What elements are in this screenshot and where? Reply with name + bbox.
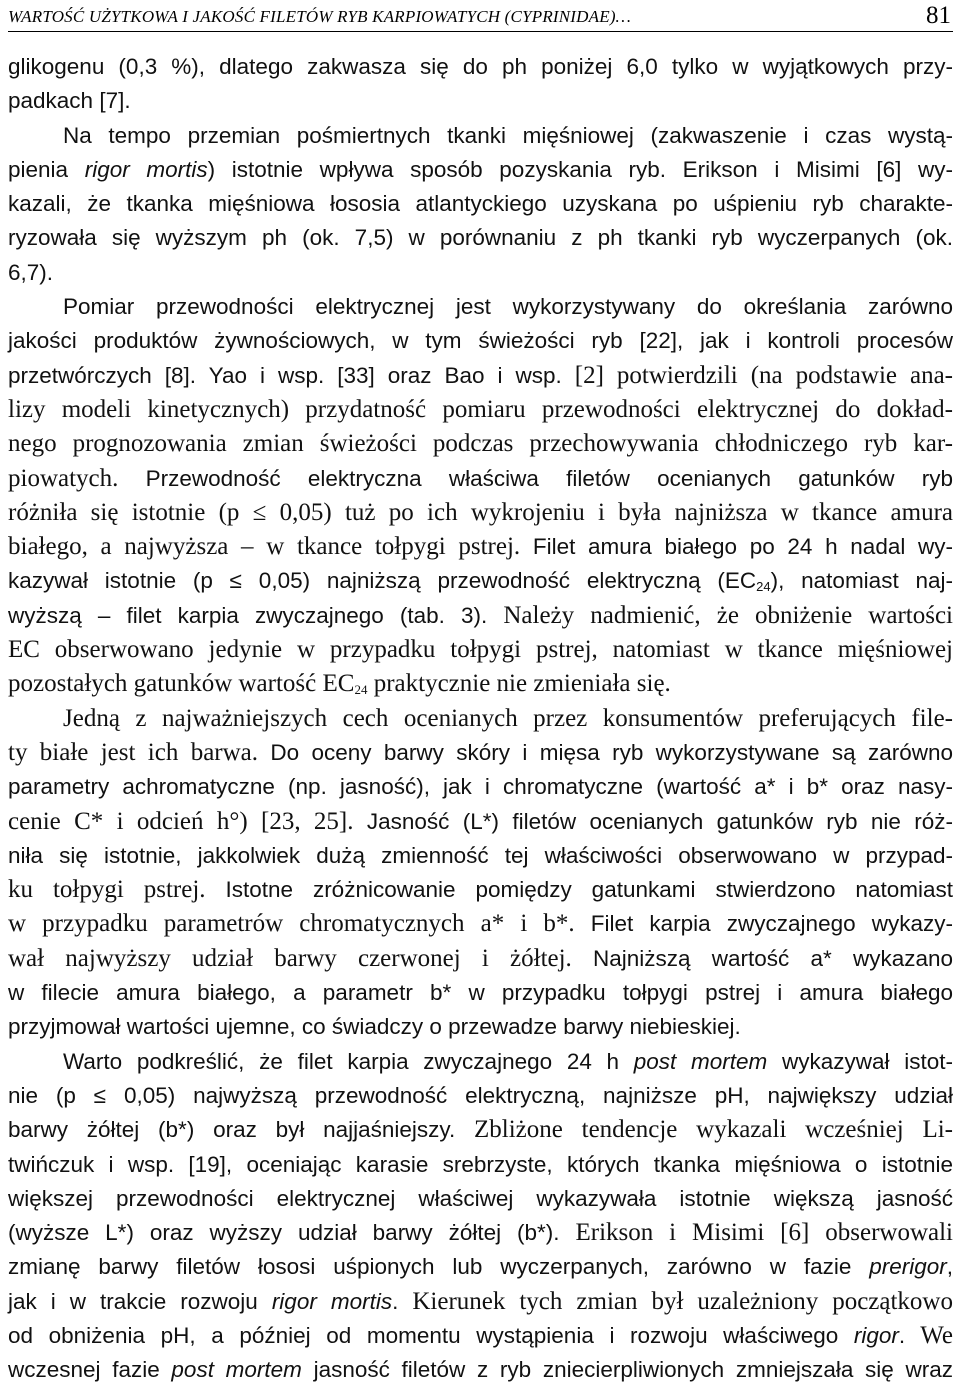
serif-span: Erikson i Misimi [6] obserwowali (559, 1219, 954, 1247)
text-span: Jasność (L*) filetów ocenianych gatunków ryb nie róż- (353, 808, 953, 834)
text-span: ) istotnie wpływa sposób pozyskania ryb. Erikson i Misimi [6] wy- (207, 156, 953, 182)
text-line (8, 805, 953, 839)
text-span: jakości produktów żywnościowych, w tym świeżości ryb [22], jak i kontroli procesów (8, 328, 953, 354)
text-span: Filet amura białego po 24 h nadal wy- (520, 534, 954, 560)
text-line (8, 1285, 953, 1319)
text-line (8, 221, 953, 255)
text-line (8, 1010, 953, 1044)
serif-span: Zbliżone tendencje wykazali wcześniej Li- (455, 1116, 954, 1144)
text-line (8, 633, 953, 667)
text-span: nie (p ≤ 0,05) najwyższą przewodność elektryczną, najniższe pH, największy udział (8, 1082, 953, 1108)
text-line (8, 873, 953, 907)
serif-span: [2] potwierdzili (na podstawie ana- (561, 361, 953, 389)
text-line (8, 153, 953, 187)
text-span: ), natomiast naj- (770, 568, 954, 594)
text-span: kazali, że tkanka mięśniowa łososia atlantyckiego uzyskana po uśpieniu ryb charakte- (8, 191, 953, 217)
text-span: Filet karpia zwyczajnego wykazy- (574, 911, 953, 937)
text-line (8, 1182, 953, 1216)
text-line (8, 496, 953, 530)
serif-span: białego, a najwyższa – w tkance tołpygi pstrej. (8, 533, 521, 561)
text-span: wyższą – filet karpia zwyczajnego (tab. 3). (8, 602, 488, 628)
text-span: pozostałych gatunków wartość EC (8, 670, 355, 698)
serif-span: piowatych. (8, 464, 119, 492)
text-line (8, 84, 953, 118)
serif-span: We (905, 1321, 953, 1349)
text-line (8, 1319, 953, 1353)
text-line (8, 50, 953, 84)
text-span: Najniższą wartość a* wykazano (571, 945, 953, 971)
page-number: 81 (926, 2, 951, 29)
text-span: zmianę barwy filetów łososi uśpionych lub wyczerpanych, zarówno w fazie (8, 1254, 870, 1280)
text-span: barwy żółtej (b*) oraz był najjaśniejszy. (8, 1117, 456, 1143)
text-span: praktycznie nie zmieniała się. (367, 670, 671, 698)
italic-term: prerigor (869, 1254, 947, 1280)
text-span: , (946, 1254, 953, 1280)
text-span: przyjmował wartości ujemne, co świadczy o przewadze barwy niebieskiej. (8, 1014, 741, 1040)
text-span: niła się istotnie, jakkolwiek dużą zmienność tej właściwości obserwowano w przypad- (8, 842, 953, 868)
serif-span: wał najwyższy udział barwy czerwonej i żółtej. (8, 944, 572, 972)
serif-span: w przypadku parametrów chromatycznych a* i b*. (8, 910, 575, 938)
text-line (8, 942, 953, 976)
italic-term: post mortem (171, 1357, 302, 1383)
running-header (8, 3, 953, 32)
italic-term: rigor mortis (84, 156, 208, 182)
text-span: kazywał istotnie (p ≤ 0,05) najniższą przewodność elektryczną (EC (8, 568, 757, 594)
text-span: lizy modeli kinetycznych) przydatność pomiaru przewodności elektrycznej do dokład- (8, 395, 953, 423)
text-line (8, 324, 953, 358)
text-line (8, 427, 953, 461)
italic-term: rigor (853, 1322, 899, 1348)
text-line (8, 907, 953, 941)
text-line (8, 599, 953, 633)
paragraph-start-line (8, 702, 953, 736)
text-line (8, 770, 953, 804)
text-span: (wyższe L*) oraz wyższy udział barwy żółtej (b*). (8, 1220, 560, 1246)
text-line (8, 462, 953, 496)
body-text (8, 50, 953, 1388)
text-line (8, 359, 953, 393)
italic-term: post mortem (633, 1048, 768, 1074)
running-title: WARTOŚĆ UŻYTKOWA I JAKOŚĆ FILETÓW RYB KARPIOWATYCH (CYPRINIDAE)… (8, 7, 631, 26)
paragraph-start-line (8, 119, 953, 153)
paragraph-start-line (8, 1045, 953, 1079)
text-span: wykazywał istot- (767, 1048, 953, 1074)
text-span: glikogenu (0,3 %), dlatego zakwasza się do ph poniżej 6,0 tylko w wyjątkowych przy- (8, 54, 953, 79)
text-line (8, 736, 953, 770)
text-span: jak i w trakcie rozwoju (8, 1288, 272, 1314)
text-span: . (392, 1288, 399, 1314)
text-span: parametry achromatyczne (np. jasność), jak i chromatyczne (wartość a* i b* oraz nasy- (8, 774, 953, 800)
text-line (8, 976, 953, 1010)
text-span: w filecie amura białego, a parametr b* w przypadku tołpygi pstrej i amura białego (8, 980, 953, 1006)
text-span: ryzowała się wyższym ph (ok. 7,5) w porównaniu z ph tkanki ryb wyczerpanych (ok. (8, 225, 953, 251)
serif-span: Należy nadmienić, że obniżenie wartości (487, 601, 953, 629)
text-span: od obniżenia pH, a później od momentu wystąpienia i rozwoju właściwego (8, 1322, 854, 1348)
text-span: nego prognozowania zmian świeżości podczas przechowywania chłodniczego ryb kar- (8, 430, 953, 458)
text-span: różniła się istotnie (p ≤ 0,05) tuż po ich wykrojeniu i była najniższa w tkance amura (8, 498, 953, 526)
text-line (8, 393, 953, 427)
text-span: Pomiar przewodności elektrycznej jest wykorzystywany do określania zarówno (63, 294, 953, 320)
serif-span: Kierunek tych zmian był uzależniony początkowo (398, 1287, 953, 1315)
text-span: Przewodność elektryczna właściwa filetów ocenianych gatunków ryb (118, 465, 953, 491)
text-span: większej przewodności elektrycznej właściwej wykazywała istotnie większą jasność (8, 1185, 953, 1211)
text-span: twińczuk i wsp. [19], oceniając karasie srebrzyste, których tkanka mięśniowa o istotnie (8, 1151, 953, 1177)
text-span: Na tempo przemian pośmiertnych tkanki mięśniowej (zakwaszenie i czas wystą- (63, 122, 953, 148)
text-line (8, 1216, 953, 1250)
text-line (8, 839, 953, 873)
serif-span: cenie C* i odcień h°) [23, 25]. (8, 807, 354, 835)
text-line (8, 1250, 953, 1284)
text-line (8, 1113, 953, 1147)
text-line (8, 530, 953, 564)
text-span: pienia (8, 156, 85, 182)
text-span: . (898, 1322, 906, 1348)
text-span: Do oceny barwy skóry i mięsa ryb wykorzystywane są zarówno (258, 739, 953, 765)
text-span: przetwórczych [8]. Yao i wsp. [33] oraz Bao i wsp. (8, 362, 562, 388)
text-span: Istotne zróżnicowanie pomiędzy gatunkami stwierdzono natomiast (205, 877, 953, 903)
article-page (8, 0, 953, 1388)
text-span: padkach [7]. (8, 88, 131, 114)
text-line (8, 1079, 953, 1113)
text-line (8, 1353, 953, 1387)
subscript: 24 (756, 579, 771, 595)
text-span: Jedną z najważniejszych cech ocenianych przez konsumentów preferujących file- (63, 704, 953, 732)
paragraph-start-line (8, 290, 953, 324)
text-line (8, 564, 953, 598)
text-span: jasność filetów z ryb zniecierpliwionych zmniejszała się wraz (301, 1357, 953, 1383)
text-line (8, 667, 953, 701)
text-span: EC obserwowano jedynie w przypadku tołpygi pstrej, natomiast w tkance mięśniowej (8, 636, 953, 664)
italic-term: rigor mortis (271, 1288, 393, 1314)
subscript: 24 (354, 682, 368, 698)
text-line (8, 1148, 953, 1182)
text-span: Warto podkreślić, że filet karpia zwyczajnego 24 h (63, 1048, 634, 1074)
serif-span: ku tołpygi pstrej. (8, 876, 206, 904)
text-span: 6,7). (8, 259, 54, 285)
serif-span: ty białe jest ich barwa. (8, 738, 259, 766)
text-span: wczesnej fazie (8, 1357, 172, 1383)
text-line (8, 187, 953, 221)
text-line (8, 256, 953, 290)
